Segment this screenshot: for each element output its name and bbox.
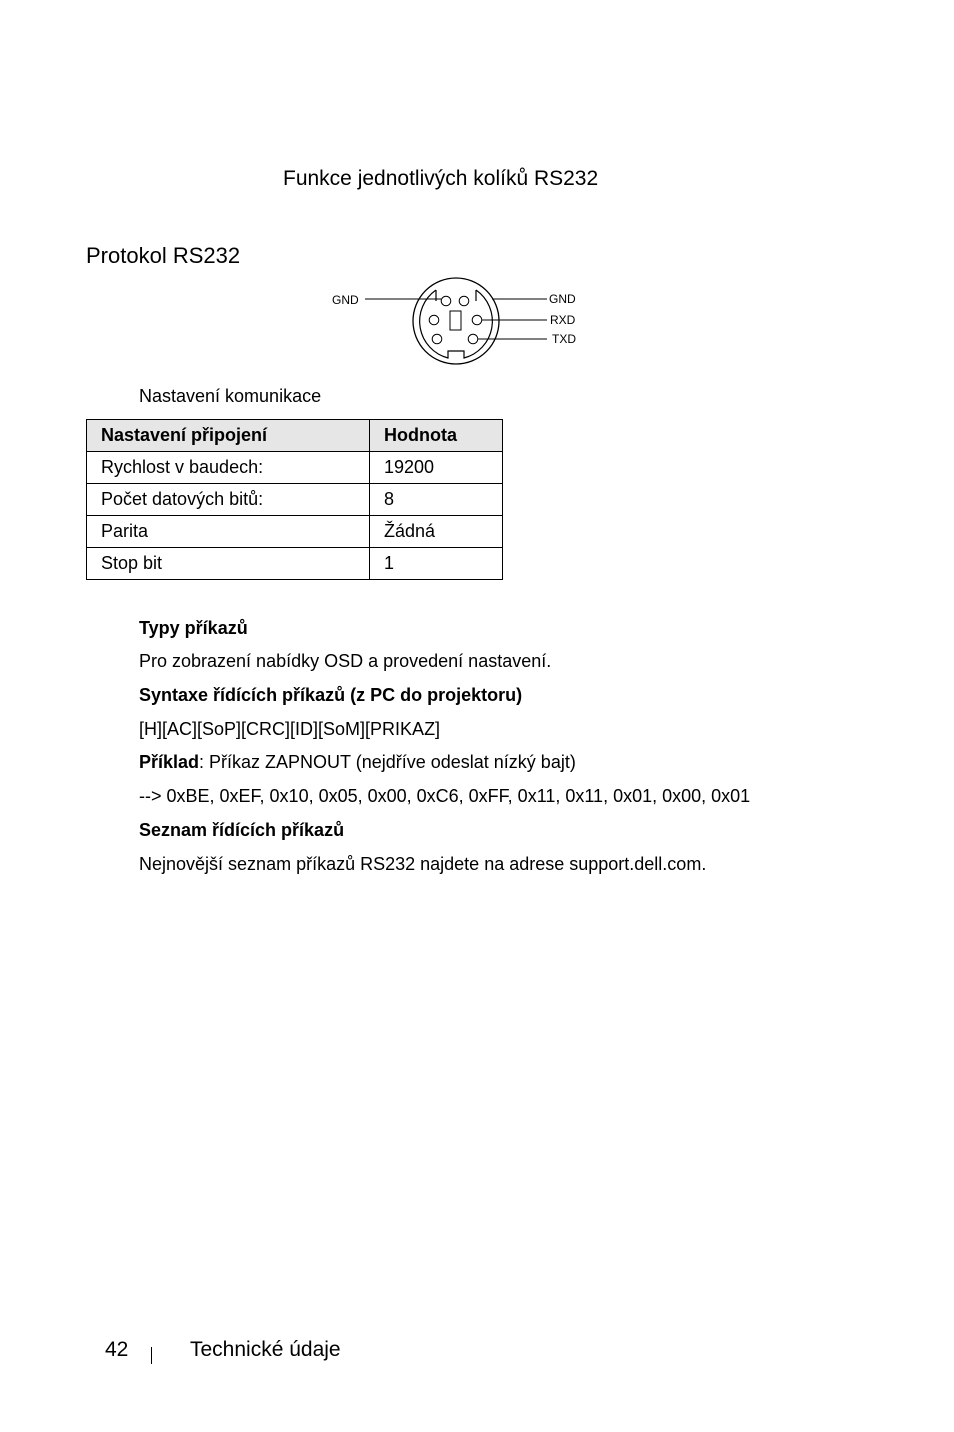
rxd-label: RXD — [550, 313, 576, 327]
communication-settings-label: Nastavení komunikace — [139, 386, 322, 406]
footer-section-title: Technické údaje — [190, 1338, 341, 1361]
cell-value: 1 — [370, 548, 503, 580]
pin-3 — [429, 315, 439, 325]
gnd-left-label: GND — [332, 293, 359, 307]
cell-value: 19200 — [370, 452, 503, 484]
rs232-connector-diagram — [325, 273, 595, 369]
table-row — [87, 452, 503, 484]
cell-setting: Parita — [87, 516, 370, 548]
cell-setting: Rychlost v baudech: — [87, 452, 370, 484]
cell-setting: Počet datových bitů: — [87, 484, 370, 516]
footer-separator — [151, 1347, 152, 1364]
command-types-text: Pro zobrazení nabídky OSD a provedení nastavení. — [139, 651, 552, 671]
center-key — [450, 311, 461, 330]
page-number: 42 — [105, 1338, 129, 1361]
gnd-right-label: GND — [549, 292, 576, 306]
pin-4 — [472, 315, 482, 325]
cell-value: Žádná — [370, 516, 503, 548]
protocol-title: Protokol RS232 — [86, 243, 241, 268]
command-types-heading: Typy příkazů — [139, 618, 248, 638]
command-syntax-heading: Syntaxe řídících příkazů (z PC do projektoru) — [139, 685, 523, 705]
cell-value: 8 — [370, 484, 503, 516]
table-header-row — [87, 420, 503, 452]
header-value: Hodnota — [370, 420, 503, 452]
header-setting: Nastavení připojení — [87, 420, 370, 452]
table-row — [87, 484, 503, 516]
pin-2 — [459, 296, 469, 306]
example-bytes: --> 0xBE, 0xEF, 0x10, 0x05, 0x00, 0xC6, 0xFF, 0x11, 0x11, 0x01, 0x00, 0x01 — [139, 786, 751, 806]
example-line — [139, 752, 576, 773]
table-row — [87, 516, 503, 548]
command-list-text: Nejnovější seznam příkazů RS232 najdete na adrese support.dell.com. — [139, 854, 707, 874]
pin-5 — [432, 334, 442, 344]
cell-setting: Stop bit — [87, 548, 370, 580]
example-label: Příklad — [139, 752, 200, 772]
example-text: : Příkaz ZAPNOUT (nejdříve odeslat nízký bajt) — [199, 752, 576, 772]
communication-settings-table — [86, 419, 503, 580]
table-row — [87, 548, 503, 580]
pin-6 — [468, 334, 478, 344]
command-list-heading: Seznam řídících příkazů — [139, 820, 345, 840]
command-syntax-text: [H][AC][SoP][CRC][ID][SoM][PRIKAZ] — [139, 719, 441, 739]
pin-functions-title: Funkce jednotlivých kolíků RS232 — [283, 167, 599, 190]
txd-label: TXD — [552, 332, 576, 346]
pin-1 — [441, 296, 451, 306]
